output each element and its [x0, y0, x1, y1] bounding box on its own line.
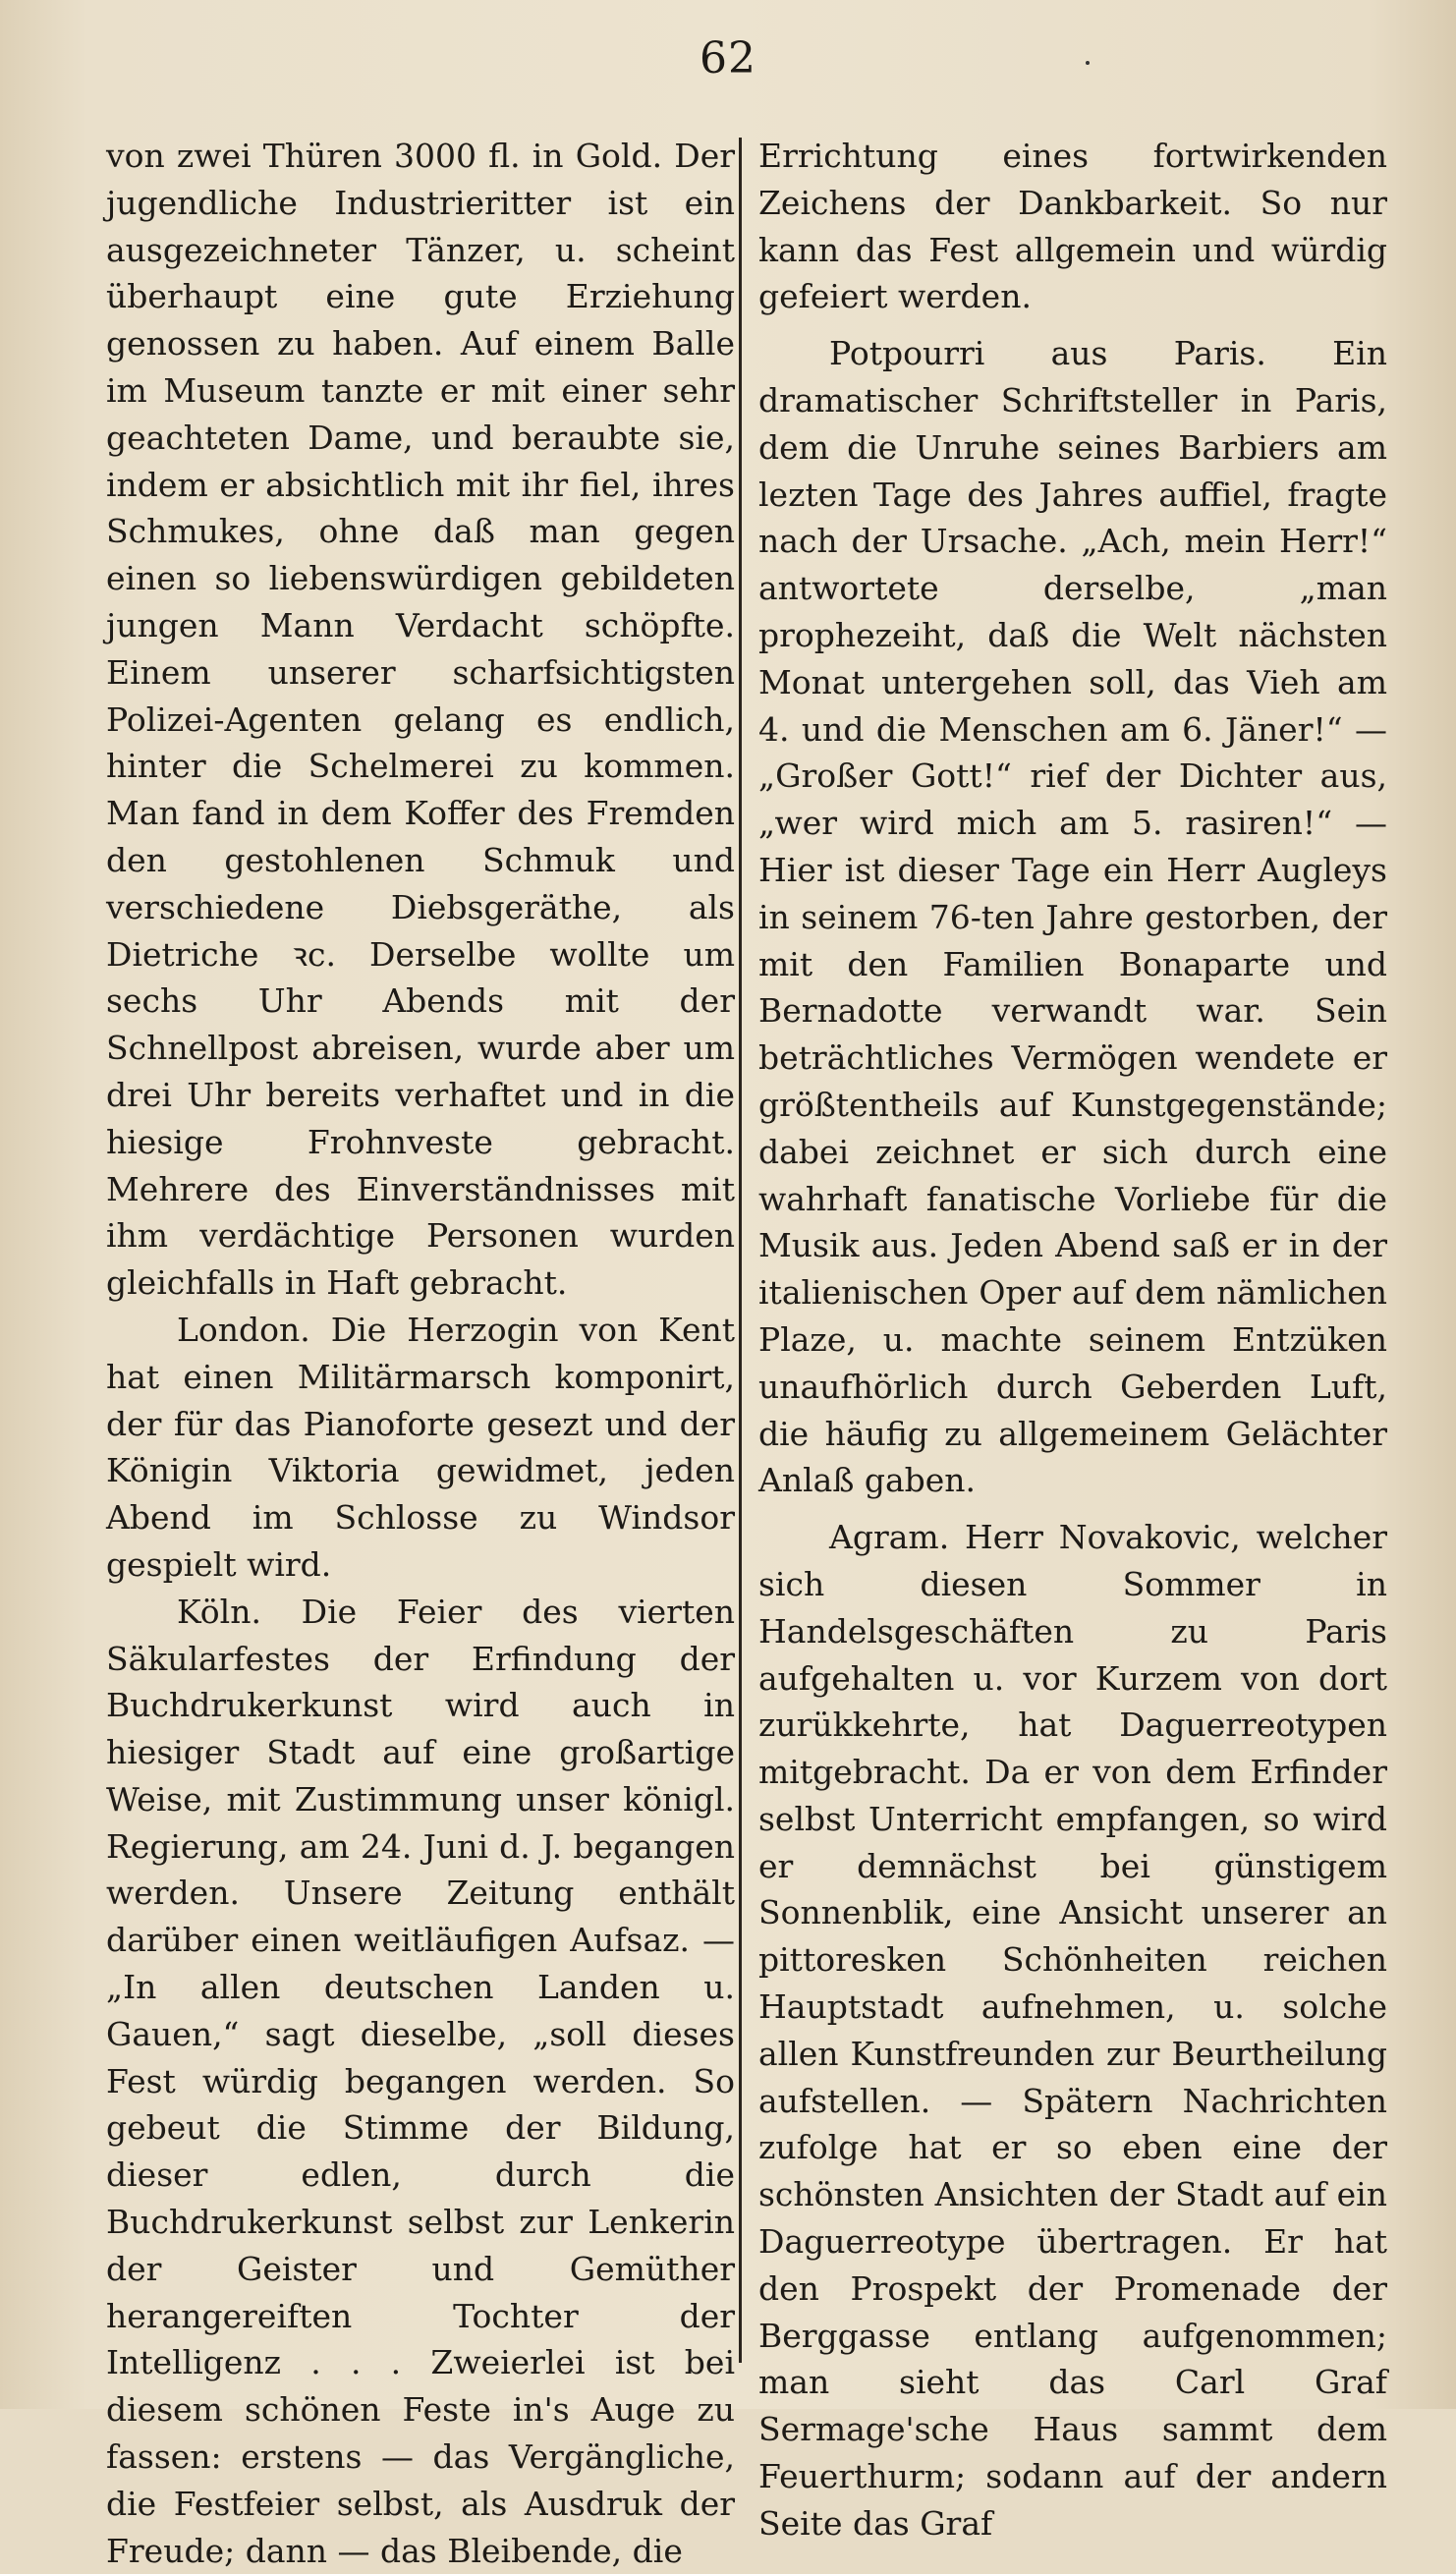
- article-continuation: von zwei Thüren 3000 fl. in Gold. Der jugendliche Industrieritter ist ein ausgezeichneter Tänzer, u. scheint überhaupt eine gute Erziehung genossen zu haben. Auf einem Balle im Museum tanzte er mit einer sehr geachteten Dame, und beraubte sie, indem er absichtlich mit ihr fiel, ihres Schmukes, ohne daß man gegen einen so liebenswürdigen gebildeten jungen Mann Verdacht schöpfte. Einem unserer scharfsichtigsten Polizei-Agenten gelang es endlich, hinter die Schelmerei zu kommen. Man fand in dem Koffer des Fremden den gestohlenen Schmuk und verschiedene Diebsgeräthe, als Dietriche ꝛc. Derselbe wollte um sechs Uhr Abends mit der Schnellpost abreisen, wurde aber um drei Uhr bereits verhaftet und in die hiesige Frohnveste gebracht. Mehrere des Einverständnisses mit ihm verdächtige Personen wurden gleichfalls in Haft gebracht.: [106, 137, 735, 1303]
- article-london: London. Die Herzogin von Kent hat einen Militärmarsch komponirt, der für das Pianoforte gesezt und der Königin Viktoria gewidmet, jeden Abend im Schlosse zu Windsor gespielt wird.: [106, 1310, 735, 1584]
- article-agram: Agram. Herr Novakovic, welcher sich diesen Sommer in Handelsgeschäften zu Paris aufgehalten u. vor Kurzem von dort zurükkehrte, hat Daguerreotypen mitgebracht. Da er von dem Erfinder selbst Unterricht empfangen, so wird er demnächst bei günstigem Sonnenblik, eine Ansicht unserer an pittoresken Schönheiten reichen Hauptstadt aufnehmen, u. solche allen Kunstfreunden zur Beurtheilung aufstellen. — Spätern Nachrichten zufolge hat er so eben eine der schönsten Ansichten der Stadt auf ein Daguerreotype übertragen. Er hat den Prospekt der Promenade der Berggasse entlang aufgenommen; man sieht das Carl Graf Sermage'sche Haus sammt dem Feuerthurm; sodann auf der andern Seite das Graf: [758, 1518, 1387, 2543]
- article-koeln: Köln. Die Feier des vierten Säkularfestes der Erfindung der Buchdrukerkunst wird auch in hiesiger Stadt auf eine großartige Weise, mit Zustimmung unser königl. Regierung, am 24. Juni d. J. begangen werden. Unsere Zeitung enthält darüber einen weitläufigen Aufsaz. — „In allen deutschen Landen u. Gauen,“ sagt dieselbe, „soll dieses Fest würdig begangen werden. So gebeut die Stimme der Bildung, dieser edlen, durch die Buchdrukerkunst selbst zur Lenkerin der Geister und Gemüther herangereiften Tochter der Intelligenz . . . Zweierlei ist bei diesem schönen Feste in's Auge zu fassen: erstens — das Vergängliche, die Festfeier selbst, als Ausdruk der Freude; dann — das Bleibende, die: [106, 1592, 735, 2570]
- article-koeln-continuation: Errichtung eines fortwirkenden Zeichens der Dankbarkeit. So nur kann das Fest allgemein und würdig gefeiert werden.: [758, 137, 1387, 316]
- article-paris: Potpourri aus Paris. Ein dramatischer Schriftsteller in Paris, dem die Unruhe seines Barbiers am lezten Tage des Jahres auffiel, fragte nach der Ursache. „Ach, mein Herr!“ antwortete derselbe, „man prophezeiht, daß die Welt nächsten Monat untergehen soll, das Vieh am 4. und die Menschen am 6. Jäner!“ — „Großer Gott!“ rief der Dichter aus, „wer wird mich am 5. rasiren!“ — Hier ist dieser Tage ein Herr Augleys in seinem 76-ten Jahre gestorben, der mit den Familien Bonaparte und Bernadotte verwandt war. Sein beträchtliches Vermögen wendete er größtentheils auf Kunstgegenstände; dabei zeichnet er sich durch eine wahrhaft fanatische Vorliebe für die Musik aus. Jeden Abend saß er in der italienischen Oper auf dem nämlichen Plaze, u. machte seinem Entzüken unaufhörlich durch Geberden Luft, die häufig zu allgemeinem Gelächter Anlaß gaben.: [758, 334, 1387, 1500]
- ink-speck: [1086, 61, 1090, 65]
- left-column: [106, 133, 735, 2570]
- page-number: 62: [700, 33, 756, 84]
- right-column: [758, 133, 1387, 2543]
- column-divider: [739, 138, 742, 2363]
